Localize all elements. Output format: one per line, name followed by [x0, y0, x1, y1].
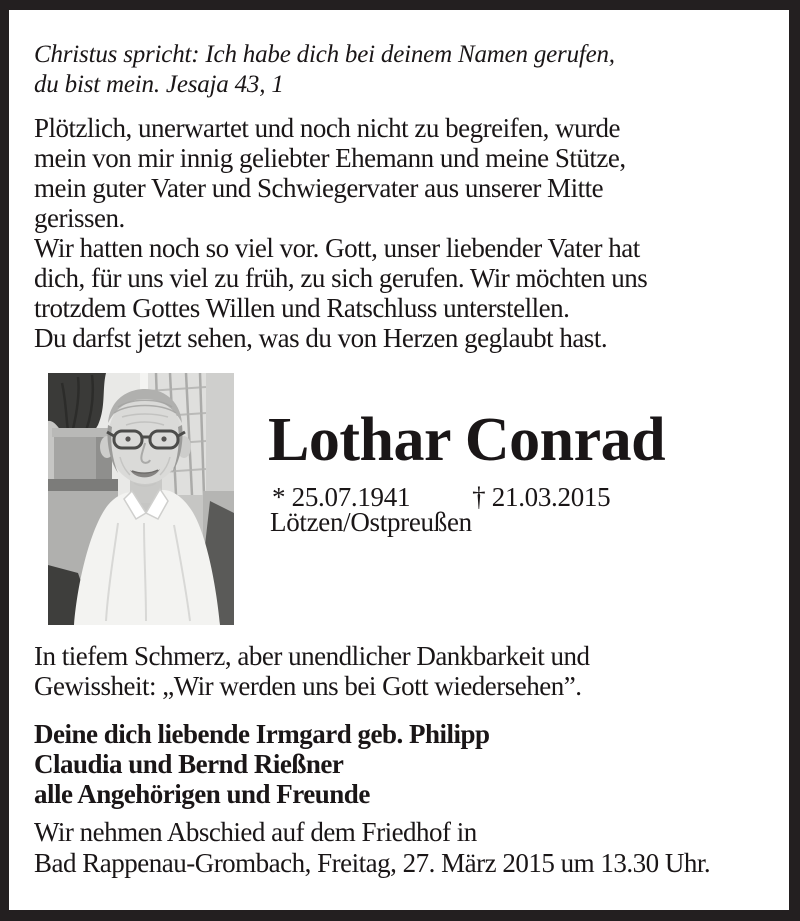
- obituary-text-line: Wir hatten noch so viel vor. Gott, unser liebender Vater hat: [34, 233, 640, 263]
- mourner-line: alle Angehörigen und Freunde: [34, 779, 370, 809]
- obituary-text: [34, 113, 647, 353]
- mourner-line: Claudia und Bernd Rießner: [34, 749, 344, 779]
- funeral-info-line: Bad Rappenau-Grombach, Freitag, 27. März 2015 um 13.30 Uhr.: [34, 847, 711, 878]
- mourner-line: Deine dich liebende Irmgard geb. Philipp: [34, 719, 490, 749]
- obituary-text-line: Du darfst jetzt sehen, was du von Herzen geglaubt hast.: [34, 323, 608, 353]
- birth-date: * 25.07.1941: [272, 482, 411, 512]
- bible-quote: [34, 40, 615, 100]
- condolence-line: In tiefem Schmerz, aber unendlicher Dankbarkeit und: [34, 641, 590, 671]
- funeral-info: [34, 817, 710, 878]
- obituary-text-line: mein von mir innig geliebter Ehemann und meine Stütze,: [34, 143, 626, 173]
- bible-quote-line: Christus spricht: Ich habe dich bei deinem Namen gerufen,: [34, 41, 615, 68]
- bible-quote-line: du bist mein. Jesaja 43, 1: [34, 71, 284, 98]
- obituary-text-line: gerissen.: [34, 203, 125, 233]
- obituary-text-line: dich, für uns viel zu früh, zu sich gerufen. Wir möchten uns: [34, 263, 648, 293]
- obituary-text-line: trotzdem Gottes Willen und Ratschluss unterstellen.: [34, 293, 570, 323]
- condolence-line: Gewissheit: „Wir werden uns bei Gott wiedersehen”.: [34, 671, 582, 701]
- mourners-list: [34, 719, 490, 809]
- portrait-photo: [48, 373, 234, 625]
- birth-place: Lötzen/Ostpreußen: [270, 507, 472, 537]
- obituary-text-line: Plötzlich, unerwartet und noch nicht zu begreifen, wurde: [34, 113, 621, 143]
- obituary-text-line: mein guter Vater und Schwiegervater aus unserer Mitte: [34, 173, 604, 203]
- deceased-name: Lothar Conrad: [268, 406, 666, 474]
- death-date: † 21.03.2015: [472, 482, 611, 512]
- condolence-text: [34, 641, 590, 701]
- funeral-info-line: Wir nehmen Abschied auf dem Friedhof in: [34, 817, 477, 847]
- portrait-photo-illustration: [48, 373, 234, 625]
